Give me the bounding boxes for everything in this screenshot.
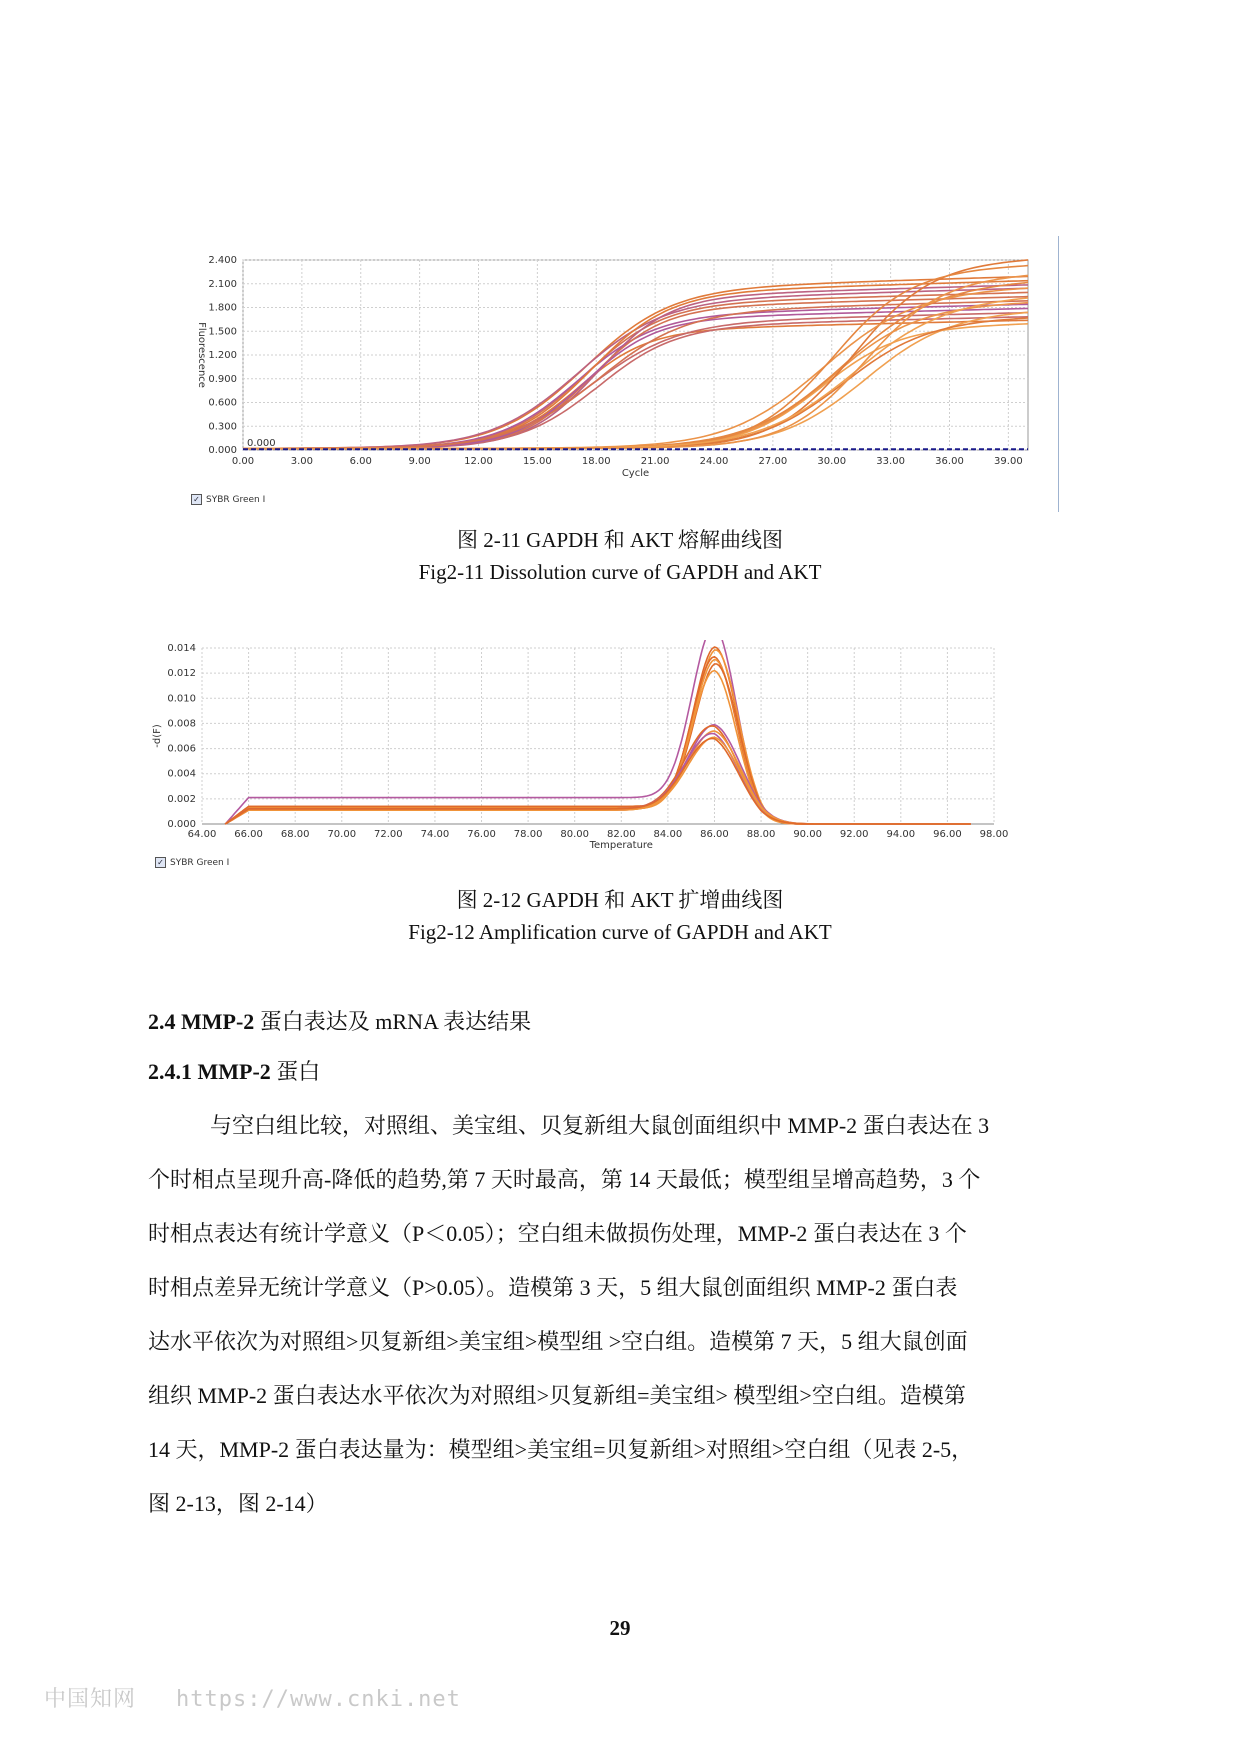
x-tick-label: 82.00 xyxy=(606,829,636,840)
y-tick-label: 0.006 xyxy=(167,743,196,755)
x-tick-label: 3.00 xyxy=(290,456,314,467)
figure-2-12-legend xyxy=(155,857,229,868)
x-tick-label: 0.00 xyxy=(231,456,255,467)
x-tick-label: 15.00 xyxy=(523,456,552,467)
x-tick-label: 80.00 xyxy=(560,829,590,840)
watermark-url: https://www.cnki.net xyxy=(176,1687,461,1712)
melt-curve-high xyxy=(225,640,970,824)
x-tick-label: 39.00 xyxy=(994,456,1023,467)
figure-2-12-caption-cn: 图 2-12 GAPDH 和 AKT 扩增曲线图 xyxy=(456,888,784,912)
paragraph-line: 组织 MMP-2 蛋白表达水平依次为对照组>贝复新组=美宝组> 模型组>空白组。造模第 xyxy=(148,1383,966,1408)
x-tick-label: 74.00 xyxy=(420,829,450,840)
x-tick-label: 86.00 xyxy=(700,829,729,840)
y-tick-label: 1.500 xyxy=(208,326,237,338)
y-tick-label: 2.100 xyxy=(208,278,237,290)
x-tick-label: 18.00 xyxy=(581,456,611,467)
body-paragraph xyxy=(148,1099,1094,1531)
x-tick-label: 78.00 xyxy=(513,829,543,840)
y-tick-label: 0.000 xyxy=(167,819,196,830)
y-axis-label: Fluorescence xyxy=(196,322,207,388)
y-tick-label: 1.800 xyxy=(208,302,237,314)
x-axis-label: Temperature xyxy=(589,840,653,851)
threshold-label: 0.000 xyxy=(247,438,276,450)
figure-2-11-legend xyxy=(191,494,265,505)
y-tick-label: 0.010 xyxy=(167,693,196,705)
x-tick-label: 66.00 xyxy=(234,829,263,840)
x-tick-label: 68.00 xyxy=(280,829,310,840)
x-tick-label: 12.00 xyxy=(464,456,493,467)
x-tick-label: 6.00 xyxy=(349,456,372,467)
y-tick-label: 0.000 xyxy=(208,445,237,456)
x-tick-label: 98.00 xyxy=(979,829,1009,840)
fluorescence-cycle-plot xyxy=(185,238,1065,500)
watermark-cn: 中国知网 xyxy=(44,1687,137,1712)
y-tick-label: 0.600 xyxy=(208,397,237,409)
melt-curve-high xyxy=(225,664,970,824)
figure-2-11-chart xyxy=(185,238,1065,500)
y-tick-label: 1.200 xyxy=(208,350,237,361)
x-tick-label: 27.00 xyxy=(758,456,788,467)
figure-2-12-chart xyxy=(150,640,1030,855)
x-tick-label: 9.00 xyxy=(408,456,431,467)
melt-curve-low xyxy=(225,737,970,824)
x-tick-label: 76.00 xyxy=(467,829,496,840)
figure-2-11-caption-en: Fig2-11 Dissolution curve of GAPDH and AKT xyxy=(418,560,822,584)
figure-2-11-caption-cn: 图 2-11 GAPDH 和 AKT 熔解曲线图 xyxy=(456,528,784,552)
x-tick-label: 33.00 xyxy=(876,456,905,467)
y-tick-label: 0.012 xyxy=(167,668,196,680)
y-tick-label: 2.400 xyxy=(208,255,237,266)
checkbox-icon: ✓ xyxy=(155,857,166,868)
x-tick-label: 84.00 xyxy=(653,829,683,840)
paragraph-line: 时相点表达有统计学意义（P＜0.05）；空白组未做损伤处理，MMP-2 蛋白表达在 3 个 xyxy=(148,1221,967,1246)
watermark xyxy=(44,1682,461,1713)
paragraph-line: 时相点差异无统计学意义（P>0.05）。造模第 3 天，5 组大鼠创面组织 MMP-2 蛋白表 xyxy=(148,1275,958,1300)
paragraph-line: 个时相点呈现升高-降低的趋势,第 7 天时最高，第 14 天最低；模型组呈增高趋势，3 个 xyxy=(148,1167,981,1192)
x-tick-label: 64.00 xyxy=(187,829,217,840)
paragraph-line: 与空白组比较，对照组、美宝组、贝复新组大鼠创面组织中 MMP-2 蛋白表达在 3 xyxy=(210,1113,990,1138)
y-tick-label: 0.008 xyxy=(167,718,196,730)
x-tick-label: 92.00 xyxy=(839,829,869,840)
x-tick-label: 72.00 xyxy=(374,829,403,840)
figure-2-12-caption-en: Fig2-12 Amplification curve of GAPDH and AKT xyxy=(408,920,832,944)
paragraph-line: 达水平依次为对照组>贝复新组>美宝组>模型组 >空白组。造模第 7 天，5 组大鼠创面 xyxy=(148,1329,968,1354)
y-axis-label: -d(F) xyxy=(152,724,163,748)
melt-peak-plot xyxy=(150,640,1030,855)
y-tick-label: 0.014 xyxy=(167,643,196,654)
x-tick-label: 94.00 xyxy=(886,829,916,840)
section-heading-2-4: 2.4 MMP-2 蛋白表达及 mRNA 表达结果 xyxy=(148,1009,532,1034)
y-tick-label: 0.900 xyxy=(208,373,237,385)
x-tick-label: 96.00 xyxy=(933,829,962,840)
checkbox-icon: ✓ xyxy=(191,494,202,505)
x-tick-label: 88.00 xyxy=(746,829,776,840)
melt-curve-low xyxy=(225,739,970,825)
y-tick-label: 0.004 xyxy=(167,768,196,780)
paragraph-line: 图 2-13，图 2-14） xyxy=(148,1491,328,1516)
y-tick-label: 0.002 xyxy=(167,793,196,805)
legend-label: SYBR Green I xyxy=(170,857,230,868)
x-tick-label: 36.00 xyxy=(935,456,964,467)
y-tick-label: 0.300 xyxy=(208,421,237,433)
page-number: 29 xyxy=(609,1616,631,1640)
legend-label: SYBR Green I xyxy=(206,494,266,505)
paragraph-line: 14 天，MMP-2 蛋白表达量为：模型组>美宝组=贝复新组>对照组>空白组（见表 2-5， xyxy=(148,1437,974,1462)
melt-curve-high xyxy=(225,671,970,824)
figure-2-11-right-border xyxy=(1058,236,1059,512)
section-heading-2-4-1: 2.4.1 MMP-2 蛋白 xyxy=(148,1059,321,1084)
x-axis-label: Cycle xyxy=(621,468,650,479)
x-tick-label: 24.00 xyxy=(699,456,729,467)
x-tick-label: 70.00 xyxy=(327,829,357,840)
x-tick-label: 30.00 xyxy=(817,456,847,467)
x-tick-label: 90.00 xyxy=(793,829,822,840)
x-tick-label: 21.00 xyxy=(640,456,670,467)
